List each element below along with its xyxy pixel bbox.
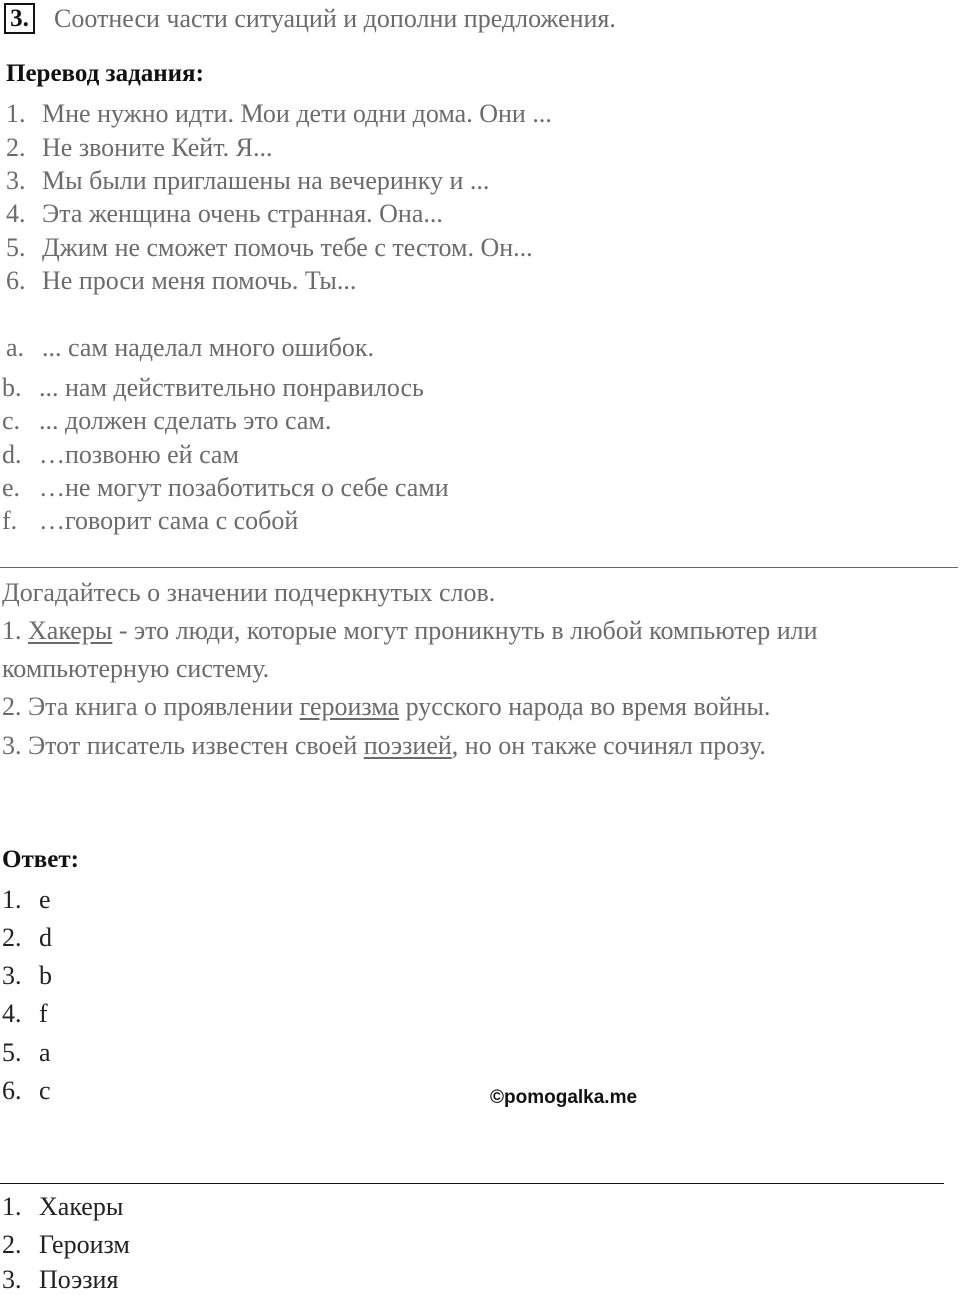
divider [0,1183,944,1184]
guess-sentence-1-cont: компьютерную систему. [2,654,270,683]
answer-heading: Ответ: [2,846,79,873]
task-title: Соотнеси части ситуаций и дополни предложения. [54,4,616,33]
underlined-word: поэзией [363,731,452,760]
guess-sentence-1: 1. Хакеры - это люди, которые могут проникнуть в любой компьютер или [2,616,818,645]
task-number-badge: 3. [4,3,35,34]
divider [0,567,958,568]
underlined-word: героизма [299,692,400,721]
underlined-word: Хакеры [28,616,113,645]
guess-sentence-2: 2. Эта книга о проявлении героизма русского народа во время войны. [2,692,771,721]
translation-heading: Перевод задания: [6,60,204,87]
guess-sentence-3: 3. Этот писатель известен своей поэзией, но он также сочинял прозу. [2,731,766,760]
watermark: ©pomogalka.me [490,1087,638,1108]
guess-title: Догадайтесь о значении подчеркнутых слов. [2,578,496,607]
